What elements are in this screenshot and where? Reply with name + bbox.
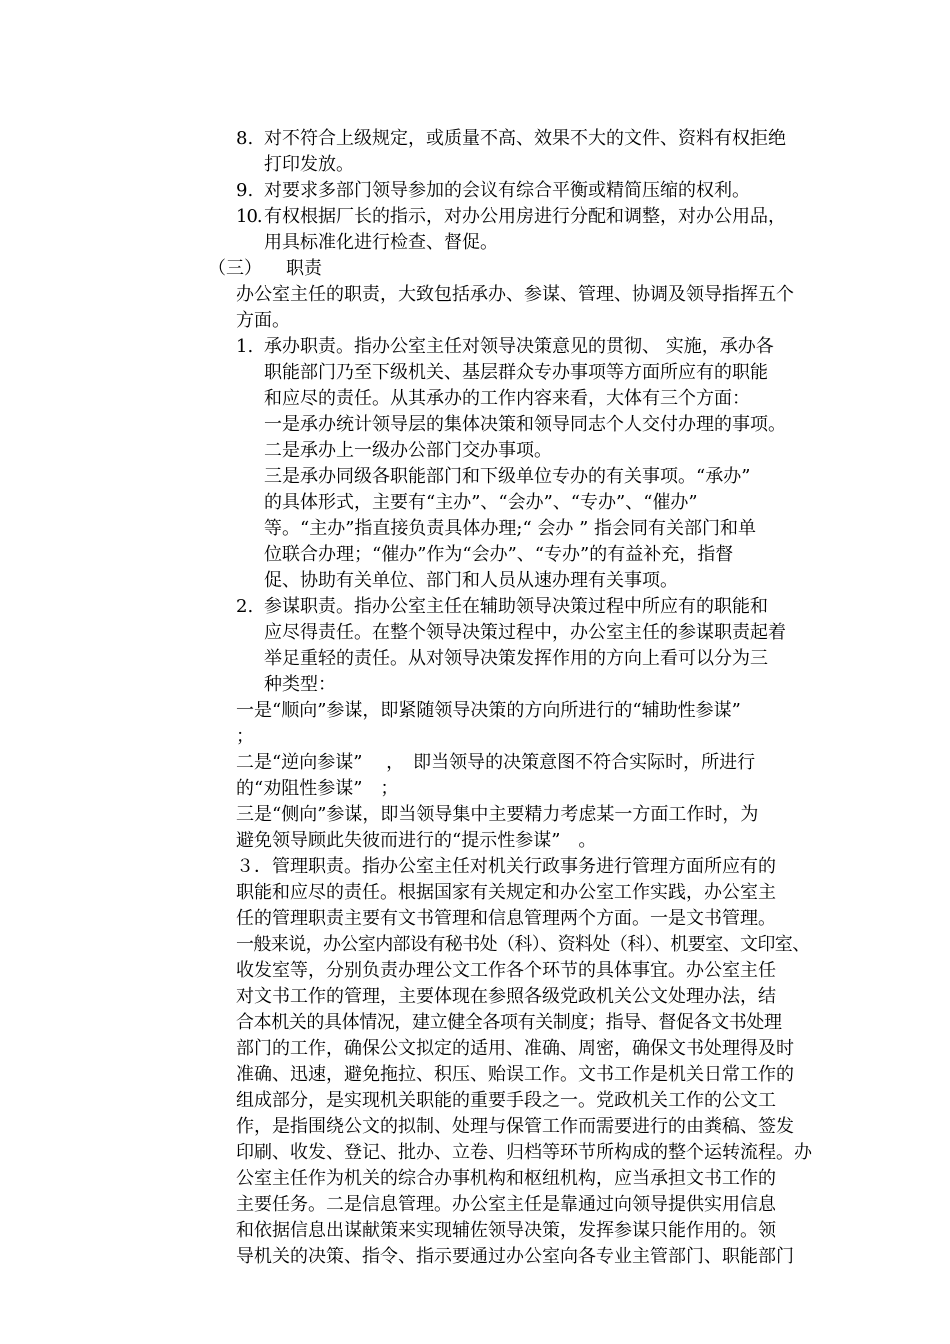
duty-text: 参谋职责。指办公室主任在辅助领导决策过程中所应有的职能和 xyxy=(264,596,768,617)
advice-type-1: 一是“顺向”参谋，即紧随领导决策的方向所进行的“辅助性参谋” xyxy=(236,700,741,721)
duty-number: 1. xyxy=(236,336,254,357)
duty-3-line: 收发室等，分别负责办理公文工作各个环节的具体事宜。办公室主任 xyxy=(236,960,776,981)
advice-type-1: ； xyxy=(236,726,254,747)
duty-3-line: 组成部分，是实现机关职能的重要手段之一。党政机关工作的公文工 xyxy=(236,1090,776,1111)
intro-line: 方面。 xyxy=(236,310,290,331)
intro-line: 办公室主任的职责，大致包括承办、参谋、管理、协调及领导指挥五个 xyxy=(236,284,794,305)
list-item-10-continuation: 用具标准化进行检查、督促。 xyxy=(264,232,498,253)
duty-1-line: 二是承办上一级办公部门交办事项。 xyxy=(264,440,552,461)
advice-type-2: 二是“逆向参谋” ， 即当领导的决策意图不符合实际时，所进行 xyxy=(236,752,756,773)
duty-3-line: 公室主任作为机关的综合办事机构和枢纽机构，应当承担文书工作的 xyxy=(236,1168,776,1189)
list-item-10 xyxy=(236,204,786,230)
duty-1-heading xyxy=(236,334,774,360)
duty-number: 2. xyxy=(236,596,254,617)
duty-3-line: 部门的工作，确保公文拟定的适用、准确、周密，确保文书处理得及时 xyxy=(236,1038,794,1059)
duty-1-line: 的具体形式，主要有“主办”、“会办”、“专办”、“催办” xyxy=(264,492,698,513)
duty-1-line: 促、协助有关单位、部门和人员从速办理有关事项。 xyxy=(264,570,678,591)
duty-3-line: 印刷、收发、登记、批办、立卷、归档等环节所构成的整个运转流程。办 xyxy=(236,1142,812,1163)
duty-2-line: 应尽得责任。在整个领导决策过程中，办公室主任的参谋职责起着 xyxy=(264,622,786,643)
duty-3-line: 职能和应尽的责任。根据国家有关规定和办公室工作实践，办公室主 xyxy=(236,882,776,903)
duty-1-line: 和应尽的责任。从其承办的工作内容来看，大体有三个方面： xyxy=(264,388,750,409)
list-item-number: 10. xyxy=(236,206,262,227)
duty-text: 承办职责。指办公室主任对领导决策意见的贯彻、 实施，承办各 xyxy=(264,336,774,357)
duty-3-line: 对文书工作的管理，主要体现在参照各级党政机关公文处理办法，结 xyxy=(236,986,776,1007)
duty-1-line: 三是承办同级各职能部门和下级单位专办的有关事项。“承办” xyxy=(264,466,751,487)
duty-3-line: 一般来说，办公室内部设有秘书处（科）、资料处（科）、机要室、文印室、 xyxy=(236,934,810,955)
duty-3-line: 和依据信息出谋献策来实现辅佐领导决策，发挥参谋只能作用的。领 xyxy=(236,1220,776,1241)
duty-2-line: 举足重轻的责任。从对领导决策发挥作用的方向上看可以分为三 xyxy=(264,648,768,669)
section-marker: （三） xyxy=(208,258,262,279)
duty-1-line: 位联合办理；“催办”作为“会办”、“专办”的有益补充，指督 xyxy=(264,544,734,565)
advice-type-2: 的“劝阻性参谋” ； xyxy=(236,778,399,799)
duty-3-line: 作，是指围绕公文的拟制、处理与保管工作而需要进行的由粪稿、签发 xyxy=(236,1116,794,1137)
list-item-8-continuation: 打印发放。 xyxy=(264,154,354,175)
list-item-8 xyxy=(236,126,786,152)
duty-3-line: 任的管理职责主要有文书管理和信息管理两个方面。一是文书管理。 xyxy=(236,908,776,929)
section-title: 职责 xyxy=(286,258,322,279)
duty-3-line: 准确、迅速，避免拖拉、积压、贻误工作。文书工作是机关日常工作的 xyxy=(236,1064,794,1085)
duty-1-line: 一是承办统计领导层的集体决策和领导同志个人交付办理的事项。 xyxy=(264,414,786,435)
duty-2-line: 种类型： xyxy=(264,674,336,695)
advice-type-3: 三是“侧向”参谋，即当领导集中主要精力考虑某一方面工作时，为 xyxy=(236,804,759,825)
duty-2-heading xyxy=(236,594,768,620)
duty-3-heading: ３．管理职责。指办公室主任对机关行政事务进行管理方面所应有的 xyxy=(236,856,776,877)
list-item-9 xyxy=(236,178,750,204)
section-heading xyxy=(208,256,322,282)
duty-1-line: 等。“主办”指直接负责具体办理;“ 会办 ” 指会同有关部门和单 xyxy=(264,518,757,539)
list-item-number: 9. xyxy=(236,180,254,201)
duty-3-line: 合本机关的具体情况，建立健全各项有关制度；指导、督促各文书处理 xyxy=(236,1012,782,1033)
advice-type-3: 避免领导顾此失彼而进行的“提示性参谋” 。 xyxy=(236,830,597,851)
list-item-text: 对不符合上级规定，或质量不高、效果不大的文件、资料有权拒绝 xyxy=(264,128,786,149)
list-item-text: 有权根据厂长的指示，对办公用房进行分配和调整，对办公用品， xyxy=(264,206,786,227)
list-item-text: 对要求多部门领导参加的会议有综合平衡或精简压缩的权利。 xyxy=(264,180,750,201)
duty-3-line: 主要任务。二是信息管理。办公室主任是靠通过向领导提供实用信息 xyxy=(236,1194,776,1215)
list-item-number: 8. xyxy=(236,128,254,149)
duty-1-line: 职能部门乃至下级机关、基层群众专办事项等方面所应有的职能 xyxy=(264,362,768,383)
duty-3-line: 导机关的决策、指令、指示要通过办公室向各专业主管部门、职能部门 xyxy=(236,1246,794,1267)
